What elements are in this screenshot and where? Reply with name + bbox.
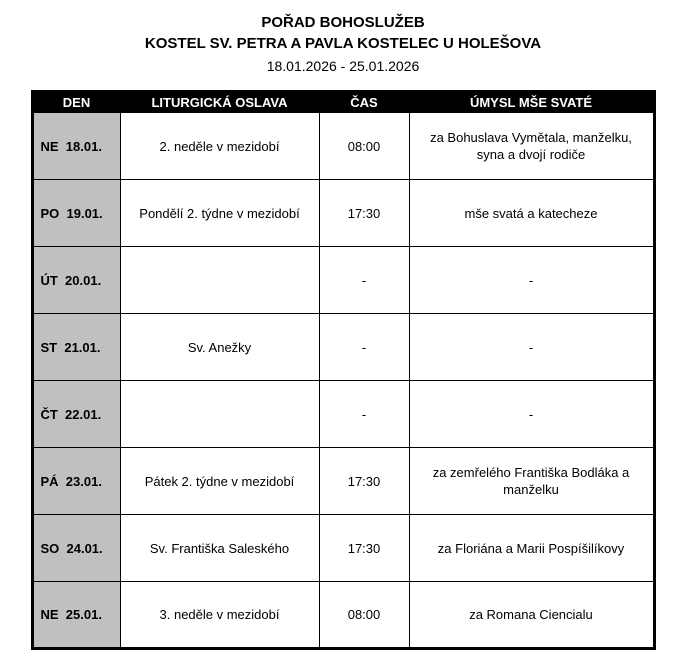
liturgical-celebration-cell bbox=[120, 381, 319, 448]
document-title: POŘAD BOHOSLUŽEB bbox=[261, 14, 425, 31]
mass-intention-cell: za zemřelého Františka Bodláka a manželku bbox=[409, 448, 654, 515]
table-row bbox=[32, 515, 654, 582]
day-cell: PÁ 23.01. bbox=[32, 448, 120, 515]
liturgical-celebration-cell: 3. neděle v mezidobí bbox=[120, 582, 319, 649]
liturgical-celebration-cell: Sv. Františka Saleského bbox=[120, 515, 319, 582]
table-row bbox=[32, 582, 654, 649]
time-cell: 17:30 bbox=[319, 515, 409, 582]
column-header-oslava: LITURGICKÁ OSLAVA bbox=[120, 92, 319, 113]
document-header bbox=[0, 0, 686, 75]
table-row bbox=[32, 247, 654, 314]
column-header-den: DEN bbox=[32, 92, 120, 113]
time-cell: 17:30 bbox=[319, 180, 409, 247]
mass-intention-cell: - bbox=[409, 381, 654, 448]
liturgical-celebration-cell: Pátek 2. týdne v mezidobí bbox=[120, 448, 319, 515]
day-cell: ÚT 20.01. bbox=[32, 247, 120, 314]
day-cell: ST 21.01. bbox=[32, 314, 120, 381]
time-cell: 17:30 bbox=[319, 448, 409, 515]
time-cell: 08:00 bbox=[319, 582, 409, 649]
mass-intention-cell: za Bohuslava Vymětala, manželku, syna a dvojí rodiče bbox=[409, 113, 654, 180]
table-row bbox=[32, 448, 654, 515]
date-range: 18.01.2026 - 25.01.2026 bbox=[266, 58, 420, 74]
liturgical-celebration-cell: Sv. Anežky bbox=[120, 314, 319, 381]
day-cell: SO 24.01. bbox=[32, 515, 120, 582]
column-header-umysl: ÚMYSL MŠE SVATÉ bbox=[409, 92, 654, 113]
day-cell: NE 18.01. bbox=[32, 113, 120, 180]
liturgical-celebration-cell: Pondělí 2. týdne v mezidobí bbox=[120, 180, 319, 247]
mass-intention-cell: - bbox=[409, 247, 654, 314]
table-row bbox=[32, 381, 654, 448]
mass-intention-cell: za Floriána a Marii Pospíšilíkovy bbox=[409, 515, 654, 582]
liturgical-celebration-cell: 2. neděle v mezidobí bbox=[120, 113, 319, 180]
table-row bbox=[32, 113, 654, 180]
time-cell: - bbox=[319, 247, 409, 314]
mass-intention-cell: mše svatá a katecheze bbox=[409, 180, 654, 247]
table-row bbox=[32, 180, 654, 247]
day-cell: PO 19.01. bbox=[32, 180, 120, 247]
time-cell: - bbox=[319, 314, 409, 381]
liturgical-celebration-cell bbox=[120, 247, 319, 314]
table-row bbox=[32, 314, 654, 381]
day-cell: NE 25.01. bbox=[32, 582, 120, 649]
mass-intention-cell: za Romana Ciencialu bbox=[409, 582, 654, 649]
column-header-cas: ČAS bbox=[319, 92, 409, 113]
mass-intention-cell: - bbox=[409, 314, 654, 381]
schedule-table bbox=[31, 90, 656, 650]
day-cell: ČT 22.01. bbox=[32, 381, 120, 448]
church-name: KOSTEL SV. PETRA A PAVLA KOSTELEC U HOLEŠOVA bbox=[144, 35, 542, 52]
time-cell: 08:00 bbox=[319, 113, 409, 180]
time-cell: - bbox=[319, 381, 409, 448]
table-header-row bbox=[32, 92, 654, 113]
